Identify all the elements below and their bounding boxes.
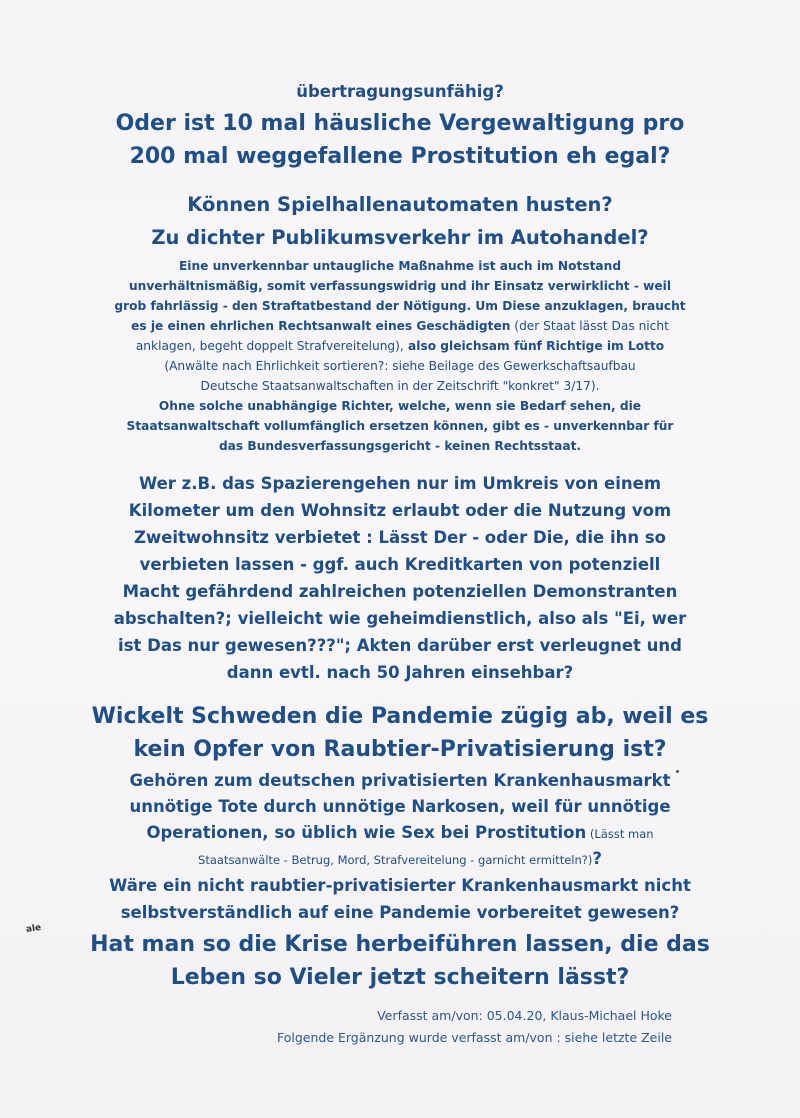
body-line: Wer z.B. das Spazierengehen nur im Umkreis von einem bbox=[138, 474, 662, 493]
body-text-aside: (der Staat lässt Das nicht bbox=[510, 319, 669, 333]
heading-line: kein Opfer von Raubtier-Privatisierung ist? bbox=[133, 737, 667, 762]
body-line bbox=[0, 319, 800, 333]
body-line: unnötige Tote durch unnötige Narkosen, weil für unnötige bbox=[129, 797, 671, 816]
body-line: unverhältnismäßig, somit verfassungswidrig und ihr Einsatz verwirklicht - weil bbox=[128, 279, 672, 293]
stamp-mark: ale bbox=[25, 922, 42, 936]
body-line: Gehören zum deutschen privatisierten Krankenhausmarkt bbox=[129, 771, 671, 790]
heading-line: Hat man so die Krise herbeiführen lassen, die das bbox=[90, 932, 710, 957]
body-text-aside: (Lässt man bbox=[586, 827, 654, 841]
body-text: ? bbox=[592, 849, 602, 868]
body-line: Kilometer um den Wohnsitz erlaubt oder die Nutzung vom bbox=[128, 501, 672, 520]
body-line: Staatsanwaltschaft vollumfänglich ersetzen können, gibt es - unverkennbar für bbox=[126, 419, 674, 433]
heading-line: Können Spielhallenautomaten husten? bbox=[187, 193, 613, 216]
body-line: (Anwälte nach Ehrlichkeit sortieren?: siehe Beilage des Gewerkschaftsaufbau bbox=[164, 359, 636, 373]
heading-line: übertragungsunfähig? bbox=[296, 82, 504, 101]
body-line: Zweitwohnsitz verbietet : Lässt Der - oder Die, die ihn so bbox=[133, 528, 667, 547]
body-line: dann evtl. nach 50 Jahren einsehbar? bbox=[226, 663, 574, 682]
body-line bbox=[0, 849, 800, 868]
heading-line: Oder ist 10 mal häusliche Vergewaltigung pro bbox=[115, 111, 685, 136]
heading-line: 200 mal weggefallene Prostitution eh egal? bbox=[129, 144, 671, 169]
body-text: also gleichsam fünf Richtige im Lotto bbox=[403, 339, 665, 353]
body-line bbox=[0, 823, 800, 842]
note-line: Folgende Ergänzung wurde verfasst am/von : siehe letzte Zeile bbox=[276, 1030, 672, 1045]
body-line: das Bundesverfassungsgericht - keinen Rechtsstaat. bbox=[218, 439, 582, 453]
body-text-aside: anklagen, begeht doppelt Strafvereitelung), bbox=[135, 339, 404, 353]
body-line: Eine unverkennbar untaugliche Maßnahme ist auch im Notstand bbox=[178, 259, 622, 273]
body-line: ist Das nur gewesen???"; Akten darüber erst verleugnet und bbox=[118, 636, 682, 655]
body-line: Ohne solche unabhängige Richter, welche, wenn sie Bedarf sehen, die bbox=[158, 399, 642, 413]
body-line: grob fahrlässig - den Straftatbestand der Nötigung. Um Diese anzuklagen, braucht bbox=[114, 299, 686, 313]
body-text: Operationen, so üblich wie Sex bei Prostitution bbox=[146, 823, 587, 842]
heading-line: Wickelt Schweden die Pandemie zügig ab, weil es bbox=[91, 704, 709, 729]
body-line: Wäre ein nicht raubtier-privatisierter Krankenhausmarkt nicht bbox=[109, 876, 691, 895]
author-line: Verfasst am/von: 05.04.20, Klaus-Michael Hoke bbox=[377, 1008, 672, 1023]
body-line bbox=[0, 339, 800, 353]
body-text-aside: Staatsanwälte - Betrug, Mord, Strafvereitelung - garnicht ermitteln?) bbox=[198, 853, 593, 867]
body-line: abschalten?; vielleicht wie geheimdienstlich, also als "Ei, wer bbox=[113, 609, 687, 628]
heading-line: Leben so Vieler jetzt scheitern lässt? bbox=[170, 965, 630, 990]
scan-speck bbox=[676, 770, 679, 773]
body-line: selbstverständlich auf eine Pandemie vorbereitet gewesen? bbox=[120, 903, 680, 922]
body-text: es je einen ehrlichen Rechtsanwalt eines Geschädigten bbox=[131, 319, 511, 333]
body-line: verbieten lassen - ggf. auch Kreditkarten von potenziell bbox=[139, 555, 661, 574]
body-line: Deutsche Staatsanwaltschaften in der Zeitschrift "konkret" 3/17). bbox=[200, 379, 600, 393]
body-line: Macht gefährdend zahlreichen potenziellen Demonstranten bbox=[122, 582, 678, 601]
heading-line: Zu dichter Publikumsverkehr im Autohandel? bbox=[151, 226, 649, 249]
